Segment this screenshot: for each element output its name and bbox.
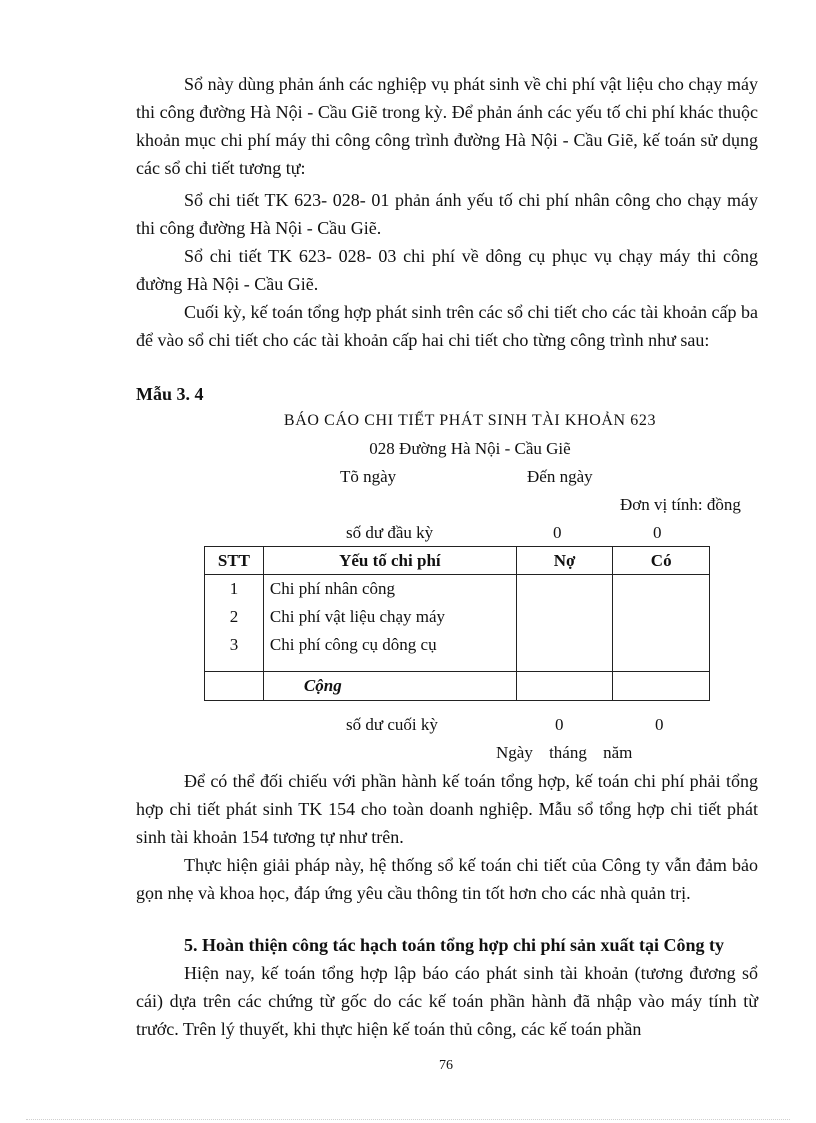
row-cost-item: Chi phí vật liệu chạy máy — [263, 603, 516, 631]
total-stt-cell — [205, 672, 264, 701]
paragraph-2: Sổ chi tiết TK 623- 028- 01 phản ánh yếu tố chi phí nhân công cho chạy máy thi công đường Hà Nội - Cầu Giẽ. — [136, 190, 758, 238]
total-debit — [516, 672, 613, 701]
row-cost-item: Chi phí công cụ dông cụ — [263, 631, 516, 659]
opening-balance-label: số dư đầu kỳ — [346, 523, 434, 542]
opening-credit: 0 — [653, 523, 662, 542]
paragraph-5: Để có thể đối chiếu với phần hành kế toán tổng hợp, kế toán chi phí phải tổng hợp chi tiết phát sinh TK 154 cho toàn doanh nghiệp. Mẫu sổ tổng hợp chi tiết phát sinh tài khoản 154 tương tự như trên. — [136, 771, 758, 847]
col-debit: Nợ — [516, 547, 613, 575]
row-debit — [516, 631, 613, 659]
col-stt: STT — [205, 547, 264, 575]
table-row — [205, 631, 710, 659]
paragraph-4: Cuối kỳ, kế toán tổng hợp phát sinh trên các sổ chi tiết cho các tài khoản cấp ba để vào sổ chi tiết cho các tài khoản cấp hai chi tiết cho từng công trình như sau: — [136, 302, 758, 350]
row-cost-item: Chi phí nhân công — [263, 575, 516, 604]
to-date-label: Đến ngày — [527, 467, 593, 486]
unit-label: Đơn vị tính: đồng — [620, 495, 741, 514]
row-debit — [516, 603, 613, 631]
row-stt: 1 — [205, 575, 264, 604]
row-credit — [613, 603, 710, 631]
form-label: Mẫu 3. 4 — [136, 384, 204, 404]
cost-report-table — [204, 546, 710, 701]
from-date-label: Tõ ngày — [340, 467, 397, 486]
paragraph-6: Thực hiện giải pháp này, hệ thống sổ kế toán chi tiết của Công ty vẫn đảm bảo gọn nhẹ và khoa học, đáp ứng yêu cầu thông tin tốt hơn cho các nhà quản trị. — [136, 855, 758, 903]
row-stt: 3 — [205, 631, 264, 659]
closing-balance-label: số dư cuối kỳ — [346, 715, 438, 734]
row-stt: 2 — [205, 603, 264, 631]
opening-debit: 0 — [553, 523, 562, 542]
spacer-cell — [263, 659, 516, 672]
paragraph-1: Sổ này dùng phản ánh các nghiệp vụ phát sinh về chi phí vật liệu cho chạy máy thi công đường Hà Nội - Cầu Giẽ trong kỳ. Để phản ánh các yếu tố chi phí khác thuộc khoản mục chi phí máy thi công công trình đường Hà Nội - Cầu Giẽ, kế toán sử dụng các sổ chi tiết tương tự: — [136, 74, 758, 178]
table-header-row — [205, 547, 710, 575]
table-total-row — [205, 672, 710, 701]
col-credit: Có — [613, 547, 710, 575]
table-spacer-row — [205, 659, 710, 672]
total-credit — [613, 672, 710, 701]
report-subtitle: 028 Đường Hà Nội - Cầu Giẽ — [369, 439, 571, 458]
col-cost-item: Yếu tố chi phí — [263, 547, 516, 575]
table-row — [205, 575, 710, 604]
spacer-cell — [205, 659, 264, 672]
page-number: 76 — [439, 1058, 453, 1073]
date-line: Ngày tháng năm — [496, 743, 633, 762]
spacer-cell — [516, 659, 613, 672]
row-credit — [613, 631, 710, 659]
section-heading: 5. Hoàn thiện công tác hạch toán tổng hợp chi phí sản xuất tại Công ty — [184, 935, 725, 955]
row-credit — [613, 575, 710, 604]
paragraph-7: Hiện nay, kế toán tổng hợp lập báo cáo phát sinh tài khoản (tương đương sổ cái) dựa trên các chứng từ gốc do các kế toán phần hành đã nhập vào máy tính từ trước. Trên lý thuyết, khi thực hiện kế toán thủ công, các kế toán phần — [136, 963, 758, 1039]
paragraph-3: Sổ chi tiết TK 623- 028- 03 chi phí về dông cụ phục vụ chạy máy thi công đường Hà Nội - Cầu Giẽ. — [136, 246, 758, 294]
report-title: BÁO CÁO CHI TIẾT PHÁT SINH TÀI KHOẢN 623 — [283, 412, 657, 429]
closing-debit: 0 — [555, 715, 564, 734]
spacer-cell — [613, 659, 710, 672]
closing-credit: 0 — [655, 715, 664, 734]
total-label: Cộng — [263, 672, 516, 701]
table-row — [205, 603, 710, 631]
footer-divider — [26, 1119, 790, 1120]
row-debit — [516, 575, 613, 604]
